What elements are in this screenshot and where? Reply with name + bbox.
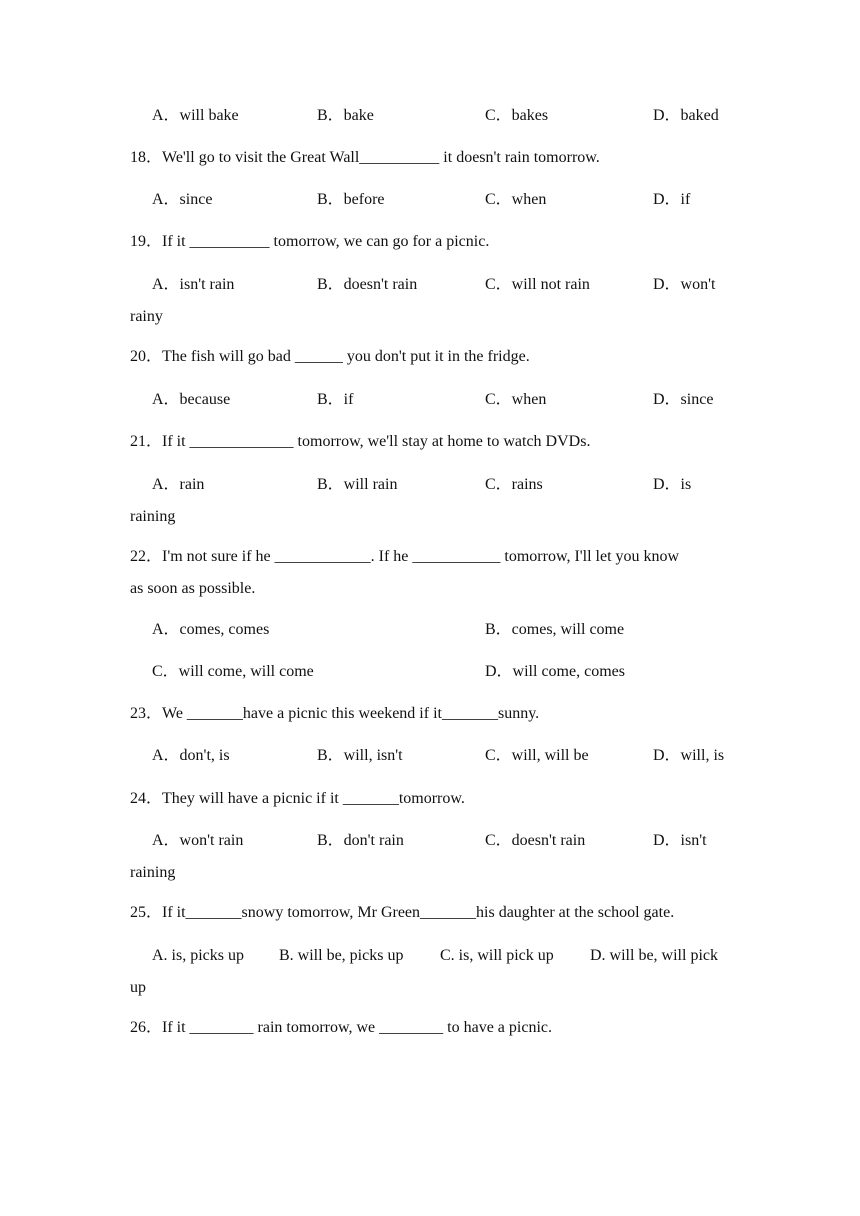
q17-option-d: D．baked	[653, 107, 719, 124]
question-26-stem: 26．If it ________ rain tomorrow, we ________ to have a picnic.	[130, 1019, 552, 1036]
question-23-stem: 23．We _______have a picnic this weekend if it_______sunny.	[130, 705, 540, 722]
question-21-stem: 21．If it _____________ tomorrow, we'll stay at home to watch DVDs.	[130, 433, 591, 450]
q23-option-b: B．will, isn't	[317, 747, 403, 764]
q24-option-a: A．won't rain	[152, 832, 244, 849]
q20-option-d: D．since	[653, 391, 714, 408]
q22-option-c: C．will come, will come	[152, 663, 314, 680]
q17-option-c: C．bakes	[485, 107, 549, 124]
q20-option-b: B．if	[317, 391, 354, 408]
q18-option-c: C．when	[485, 191, 547, 208]
q23-option-a: A．don't, is	[152, 747, 230, 764]
q25-option-c: C. is, will pick up	[440, 947, 554, 964]
q21-option-a: A．rain	[152, 476, 205, 493]
q19-option-d: D．won't	[653, 276, 716, 293]
question-24-stem: 24．They will have a picnic if it _______tomorrow.	[130, 790, 465, 807]
q22-option-a: A．comes, comes	[152, 621, 270, 638]
q24-option-d-wrap: raining	[130, 864, 176, 881]
q25-option-d: D. will be, will pick	[590, 947, 718, 964]
q22-option-d: D．will come, comes	[485, 663, 625, 680]
question-22-stem-line2: as soon as possible.	[130, 580, 256, 597]
q19-option-c: C．will not rain	[485, 276, 590, 293]
question-18-stem: 18．We'll go to visit the Great Wall__________ it doesn't rain tomorrow.	[130, 149, 600, 166]
q22-option-b: B．comes, will come	[485, 621, 625, 638]
q18-option-d: D．if	[653, 191, 691, 208]
q21-option-d: D．is	[653, 476, 692, 493]
q17-option-b: B．bake	[317, 107, 374, 124]
q18-option-b: B．before	[317, 191, 385, 208]
q23-option-c: C．will, will be	[485, 747, 589, 764]
q21-option-d-wrap: raining	[130, 508, 176, 525]
q23-option-d: D．will, is	[653, 747, 725, 764]
q19-option-d-wrap: rainy	[130, 308, 163, 325]
q25-option-b: B. will be, picks up	[279, 947, 404, 964]
question-22-stem-line1: 22．I'm not sure if he ____________. If he ___________ tomorrow, I'll let you know	[130, 548, 680, 565]
q25-option-d-wrap: up	[130, 979, 146, 996]
question-25-stem: 25．If it_______snowy tomorrow, Mr Green_______his daughter at the school gate.	[130, 904, 675, 921]
question-20-stem: 20．The fish will go bad ______ you don't put it in the fridge.	[130, 348, 530, 365]
q18-option-a: A．since	[152, 191, 213, 208]
q24-option-b: B．don't rain	[317, 832, 404, 849]
q21-option-b: B．will rain	[317, 476, 398, 493]
q24-option-d: D．isn't	[653, 832, 707, 849]
q21-option-c: C．rains	[485, 476, 543, 493]
q20-option-a: A．because	[152, 391, 231, 408]
q19-option-b: B．doesn't rain	[317, 276, 418, 293]
q19-option-a: A．isn't rain	[152, 276, 235, 293]
q17-option-a: A．will bake	[152, 107, 239, 124]
q24-option-c: C．doesn't rain	[485, 832, 586, 849]
q25-option-a: A. is, picks up	[152, 947, 244, 964]
question-19-stem: 19．If it __________ tomorrow, we can go for a picnic.	[130, 233, 490, 250]
q20-option-c: C．when	[485, 391, 547, 408]
